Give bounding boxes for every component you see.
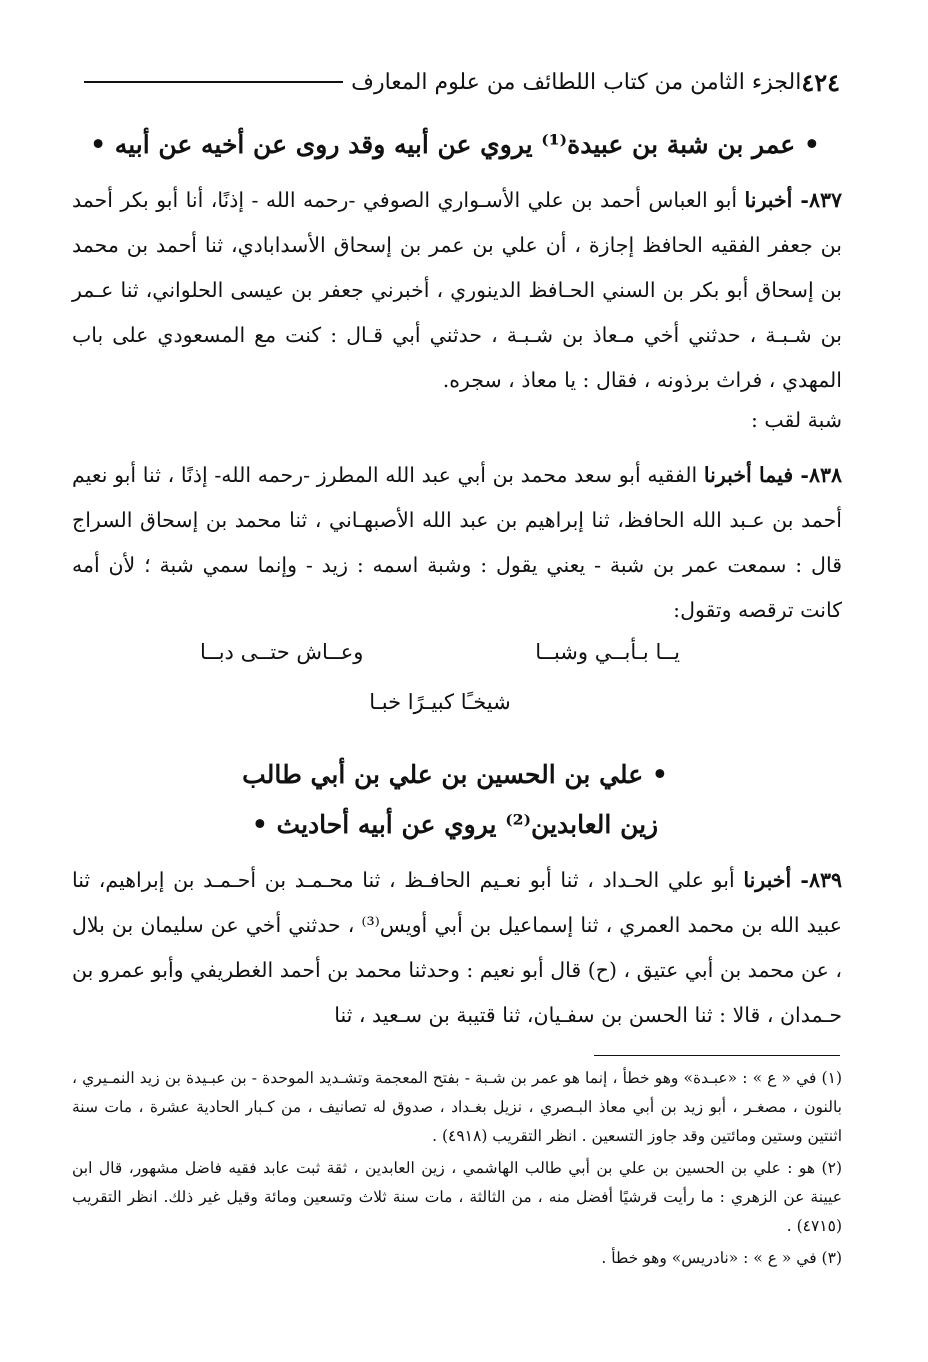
hadith-839-lead: ٨٣٩- أخبرنا [743,868,842,892]
hadith-837-lead: ٨٣٧- أخبرنا [744,188,842,212]
hadith-838 [72,453,842,633]
hadith-838-text: الفقيه أبو سعد محمد بن أبي عبد الله المطرز -رحمه الله- إذنًا ، ثنا أبو نعيم أحمد بن عـبد الله الحافظ، ثنا إبراهيم بن عبد الله الأصبهـاني ، ثنا محمد بن إسحاق السراج قال : سمعت عمر بن شبة - يعني يقول : وشبة اسمه : زيد - وإنما سمي شبة ؛ لأن أمه كانت ترقصه وتقول: [72,463,842,622]
header-rule [84,81,343,83]
page-number: ٤٢٤ [801,67,840,97]
verse-hemistich-right: يــا بـأبــي وشبــا [535,640,680,664]
hadith-837 [72,178,842,403]
hadith-837-text: أبو العباس أحمد بن علي الأسـواري الصوفي -رحمه الله - إذنًا، أنا أبو بكر أحمد بن جعفر الفقيه الحافظ إجازة ، أن علي بن عمر بن إسحاق الأسدابادي، ثنا أحمد بن محمد بن إسحاق أبو بكر بن السني الحـافظ الدينوري ، أخبرني جعفر بن عيسى الحلواني، ثنا عـمر بن شـبـة ، حدثني أخي مـعاذ بن شـبـة ، حدثني أبي قـال : كنت مع المسعودي على باب المهدي ، فراث برذونه ، فقال : يا معاذ ، سجره. [72,188,842,392]
hadith-839-text: أبو علي الحـداد ، ثنا أبو نعـيم الحافـظ ، ثنا محـمـد بن أحـمـد بن إبراهيم، ثنا عبيد الله بن محمد العمري ، ثنا إسماعيل بن أبي أويس⁽³⁾ ، حدثني أخي عن سليمان بن بلال ، عن محمد بن أبي عتيق ، (ح) قال أبو نعيم : وحدثنا محمد بن أحمد الغطريفي وأبو عمرو بن حـمدان ، قالا : ثنا الحسن بن سفـيان، ثنا قتيبة بن سـعيد ، ثنا [72,868,842,1027]
running-header [70,62,840,102]
running-title: الجزء الثامن من كتاب اللطائف من علوم المعارف [351,69,802,95]
footnote-3: (٣) في « ع » : «نادريس» وهو خطأ . [601,1249,842,1267]
shubba-note: شبة لقب : [750,408,842,432]
footnote-1: (١) في « ع » : «عبـدة» وهو خطأ ، إنما هو عمر بن شـبة - بفتح المعجمة وتشـديد الموحدة - بن عبـيدة بن زيد النمـيري ، بالنون ، مصغـر ، أبو زيد بن أبي معاذ البـصري ، نزيل بغـداد ، صدوق له تصانيف ، من كـبار الحادية عشرة ، مات سنة اثنتين وستين ومائتين وقد جاوز التسعين . انظر التقريب (٤٩١٨) . [72,1069,842,1145]
section-heading-ali-line1: • علي بن الحسين بن علي بن أبي طالب [242,760,668,789]
footnote-rule [594,1055,840,1056]
hadith-839 [72,858,842,1038]
verse-line-2: شيخـًا كبيـرًا خبـا [369,690,511,714]
footnote-2: (٢) هو : علي بن الحسين بن علي بن أبي طالب الهاشمي ، زين العابدين ، ثقة ثبت عابد فقيه فاضل مشهور، قال ابن عيينة عن الزهري : ما رأيت قرشيًا أفضل منه ، من الثالثة ، مات سنة ثلاث وتسعين ومائة وقيل غير ذلك. انظر التقريب (٤٧١٥) . [72,1159,842,1235]
verse-hemistich-left: وعــاش حتــى دبــا [200,640,364,664]
verse-line-1 [200,640,680,664]
hadith-838-lead: ٨٣٨- فيما أخبرنا [703,463,842,487]
section-heading-umar: • عمر بن شبة بن عبيدة⁽¹⁾ يروي عن أبيه وقد روى عن أخيه عن أبيه • [90,130,820,159]
section-heading-ali-line2: زين العابدين⁽²⁾ يروي عن أبيه أحاديث • [251,810,659,839]
